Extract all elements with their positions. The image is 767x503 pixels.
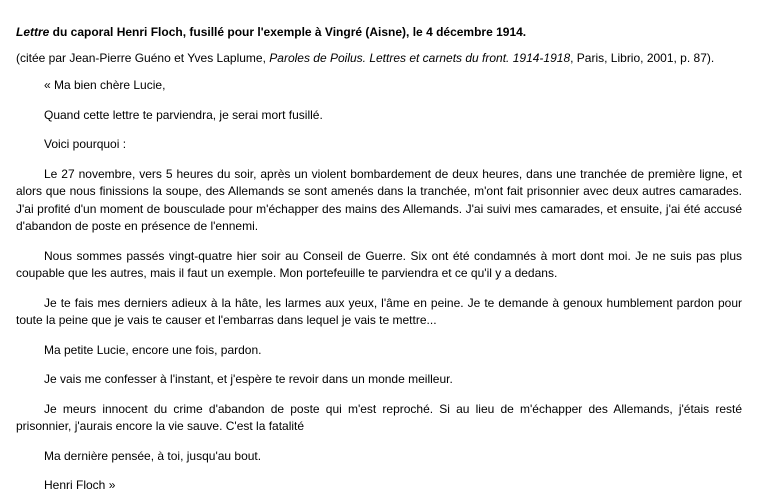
letter-paragraph: Je meurs innocent du crime d'abandon de poste qui m'est reproché. Si au lieu de m'échapper des Allemands, j'étais resté prisonnier, j'aurais encore la vie sauve. C'est la fatalité	[16, 401, 742, 433]
letter-paragraph: Ma petite Lucie, encore une fois, pardon.	[44, 342, 262, 357]
letter-signature: Henri Floch »	[44, 478, 116, 492]
letter-paragraph: Quand cette lettre te parviendra, je serai mort fusillé.	[44, 107, 323, 122]
citation	[16, 51, 742, 65]
title-text: du caporal Henri Floch, fusillé pour l'exemple à Vingré (Aisne), le 4 décembre 1914.	[49, 25, 527, 39]
letter-paragraph: Je te fais mes derniers adieux à la hâte, les larmes aux yeux, l'âme en peine. Je te demande à genoux humblement pardon pour toute la peine que je vais te causer et l'embarras dans lequel je vais te mettre...	[16, 295, 742, 327]
letter-salutation: « Ma bien chère Lucie,	[44, 78, 166, 92]
letter-paragraph: Ma dernière pensée, à toi, jusqu'au bout.	[44, 448, 262, 463]
letter-paragraph: Nous sommes passés vingt-quatre hier soir au Conseil de Guerre. Six ont été condamnés à mort dont moi. Je ne suis pas plus coupable que les autres, mais il faut un exemple. Mon portefeuille te parviendra et ce qu'il y a dedans.	[16, 248, 742, 280]
citation-authors: (citée par Jean-Pierre Guéno et Yves Laplume,	[16, 51, 270, 65]
letter-paragraph: Voici pourquoi :	[44, 137, 127, 151]
citation-book-title: Paroles de Poilus. Lettres et carnets du front. 1914-1918	[269, 51, 571, 65]
letter-paragraph: Je vais me confesser à l'instant, et j'espère te revoir dans un monde meilleur.	[44, 372, 453, 386]
document-title	[16, 25, 742, 39]
letter-body	[16, 77, 742, 495]
title-italic-word: Lettre	[16, 25, 50, 39]
citation-publisher: , Paris, Librio, 2001, p. 87).	[570, 51, 715, 65]
letter-paragraph: Le 27 novembre, vers 5 heures du soir, après un violent bombardement de deux heures, dans une tranchée de première ligne, et alors que nous finissions la soupe, des Allemands se sont amenés dans la tranchée, m'ont fait prisonnier avec deux autres camarades. J'ai profité d'un moment de bousculade pour m'échapper des mains des Allemands. J'ai suivi mes camarades, et ensuite, j'ai été accusé d'abandon de poste en présence de l'ennemi.	[16, 166, 742, 233]
